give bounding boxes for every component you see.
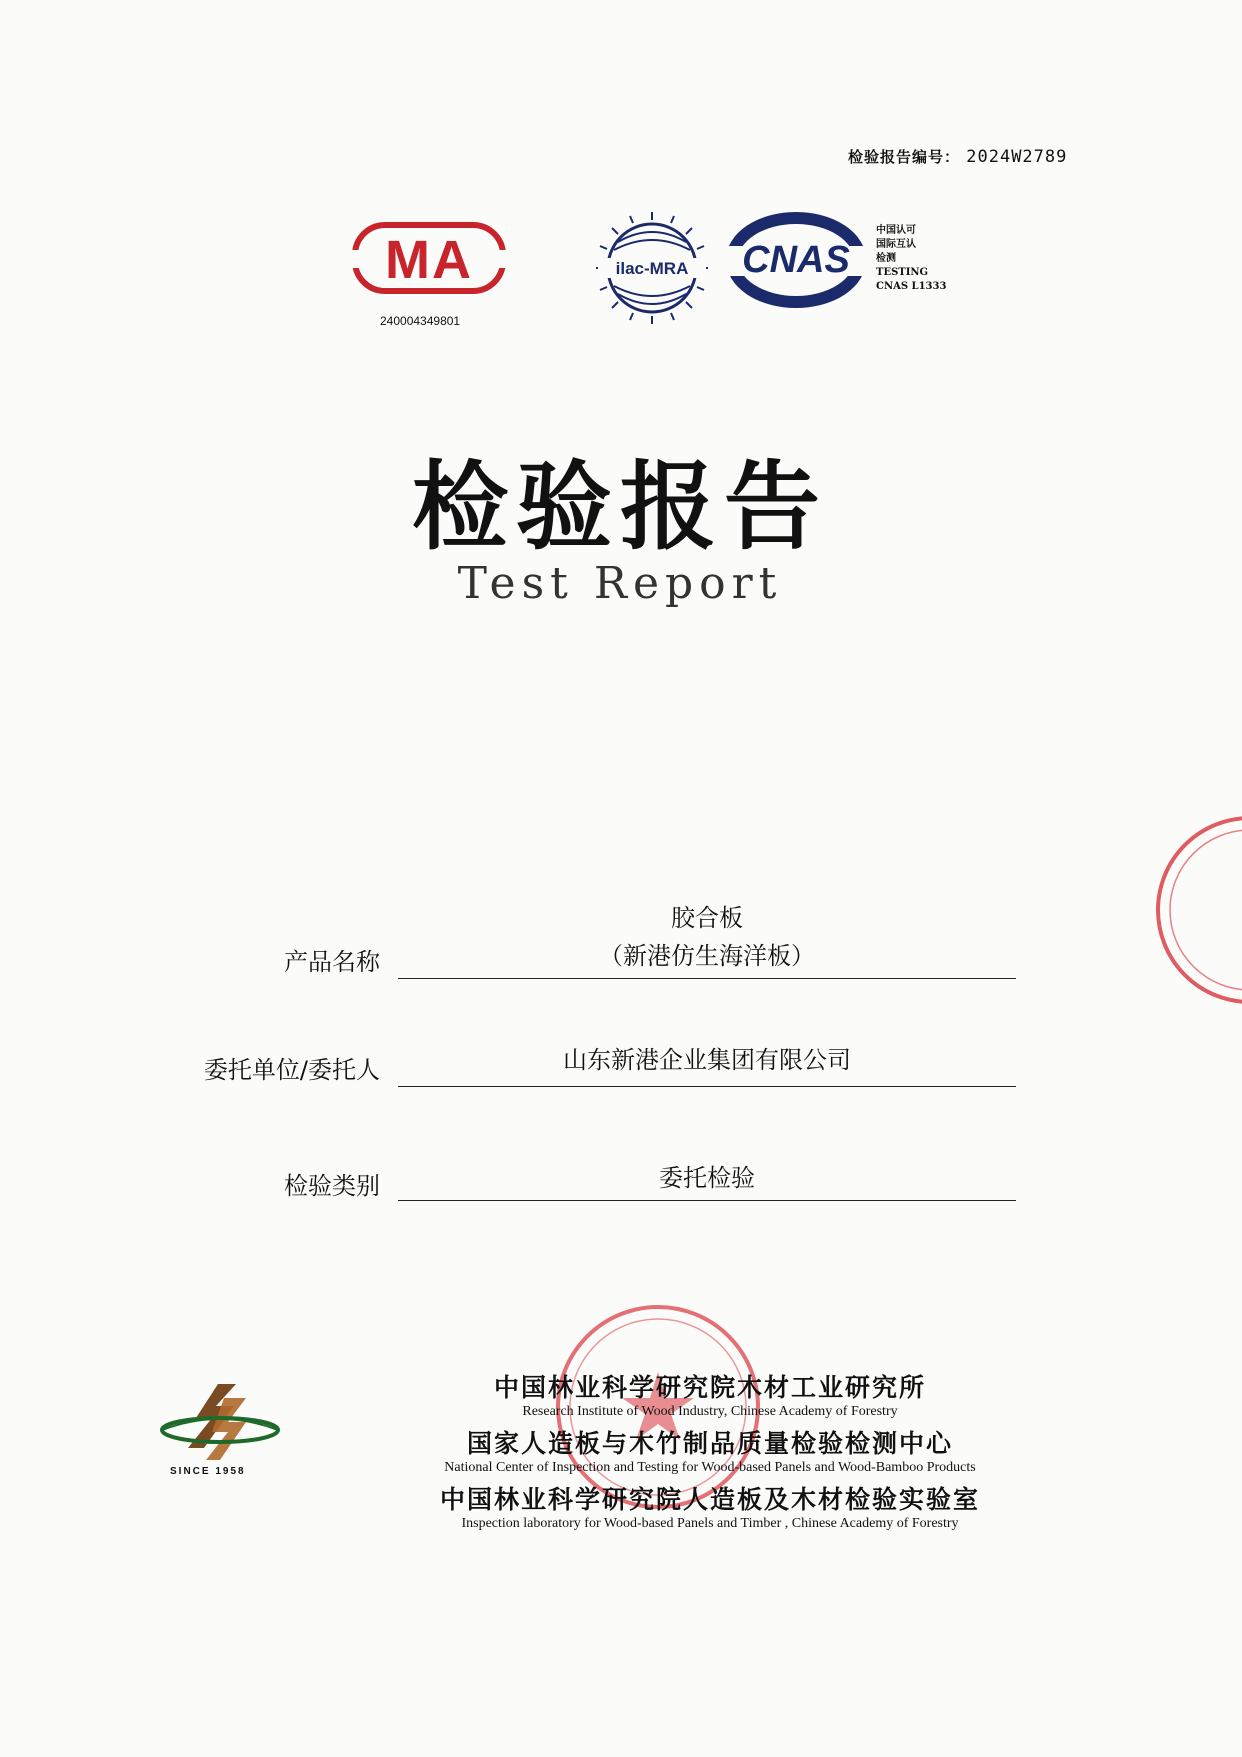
- cnas-line: CNAS L1333: [876, 281, 947, 292]
- client-underline: [398, 1086, 1016, 1087]
- type-value: 委托检验: [659, 1164, 755, 1192]
- type-underline: [398, 1200, 1016, 1201]
- cma-logo: [350, 220, 508, 302]
- org1-en: Research Institute of Wood Industry, Chinese Academy of Forestry: [522, 1404, 898, 1419]
- product-value-line1: 胶合板: [671, 904, 743, 932]
- report-number-label: 检验报告编号：: [848, 148, 961, 166]
- report-number-value: 2024W2789: [966, 147, 1068, 167]
- cma-number: 240004349801: [380, 314, 461, 328]
- product-underline: [398, 978, 1016, 979]
- ilac-mra-logo: [592, 208, 712, 328]
- product-value-line2: （新港仿生海洋板）: [599, 942, 815, 970]
- cnas-text: CNAS: [742, 239, 850, 281]
- client-label: 委托单位/委托人: [203, 1056, 380, 1084]
- type-label: 检验类别: [284, 1172, 380, 1200]
- cnas-line: 国际互认: [876, 239, 916, 250]
- cnas-logo: [726, 212, 872, 308]
- cnas-line: TESTING: [876, 267, 929, 278]
- svg-text:MA: MA: [385, 230, 473, 290]
- org2-en: National Center of Inspection and Testing for Wood-based Panels and Wood-Bamboo Products: [444, 1460, 976, 1475]
- org1-cn: 中国林业科学研究院木材工业研究所: [493, 1373, 926, 1402]
- org3-cn: 中国林业科学研究院人造板及木材检验实验室: [439, 1485, 980, 1514]
- report-number: [848, 146, 1067, 167]
- org2-cn: 国家人造板与木竹制品质量检验检测中心: [466, 1429, 953, 1458]
- ilac-text: ilac-MRA: [615, 259, 689, 278]
- title-en: Test Report: [457, 558, 783, 609]
- product-label: 产品名称: [284, 948, 380, 976]
- edge-seal-stamp: [1140, 810, 1242, 1010]
- cnas-line: 中国认可: [876, 225, 916, 236]
- title-cn: 检验报告: [412, 451, 828, 563]
- org3-en: Inspection laboratory for Wood-based Panels and Timber , Chinese Academy of Forestry: [461, 1516, 959, 1531]
- cnas-line: 检测: [876, 253, 896, 264]
- cnas-info: [876, 224, 946, 294]
- since-label: SINCE 1958: [170, 1466, 246, 1477]
- client-value: 山东新港企业集团有限公司: [563, 1046, 851, 1074]
